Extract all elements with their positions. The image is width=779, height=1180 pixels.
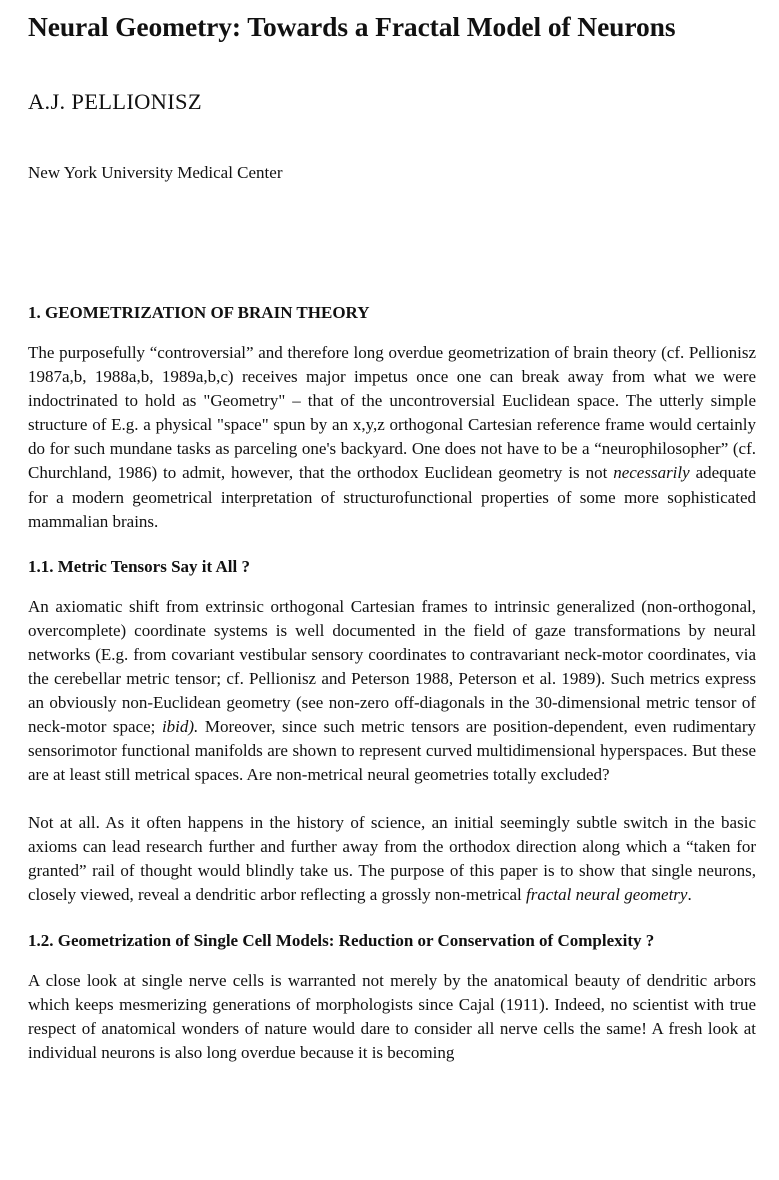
author-affiliation: New York University Medical Center: [28, 163, 283, 182]
emphasis-text: ibid).: [161, 717, 199, 737]
emphasis-text: necessarily: [613, 463, 690, 483]
paper-title: Neural Geometry: Towards a Fractal Model of Neurons: [28, 11, 676, 42]
section-heading-1-1: 1.1. Metric Tensors Say it All ?: [28, 556, 250, 576]
section-1-1-paragraph-1: [28, 595, 756, 788]
section-1-2-paragraph: A close look at single nerve cells is warranted not merely by the anatomical beauty of dendritic arbors which keeps mesmerizing generations of morphologists since Cajal (1911). Indeed, no scientist with true respect of anatomical wonders of nature would dare to consider all nerve cells the same! A fresh look at individual neurons is also long overdue because it is becoming: [28, 970, 756, 1063]
section-heading-1: 1. GEOMETRIZATION OF BRAIN THEORY: [28, 303, 370, 322]
emphasis-text: fractal neural geometry: [526, 884, 688, 904]
section-1-paragraph: [28, 341, 756, 534]
section-heading-1-2: 1.2. Geometrization of Single Cell Models: Reduction or Conservation of Complexity ?: [28, 930, 655, 950]
text-run: The purposefully “controversial” and therefore long overdue geometrization of brain theory (cf. Pellionisz 1987a,b, 1988a,b, 1989a,b,c) receives major impetus once one can break away from what we were indoctrinated to hold as "Geometry" – that of the uncontroversial Euclidean space. The utterly simple structure of E.g. a physical "space" spun by an x,y,z orthogonal Cartesian reference frame would certainly do for such mundane tasks as parceling one's backyard. One does not have to be a “neurophilosopher” (cf. Churchland, 1986) to admit, however, that the orthodox Euclidean geometry is not: [28, 343, 756, 483]
section-1-1-paragraph-2: [28, 811, 756, 907]
author-name: A.J. PELLIONISZ: [28, 89, 202, 114]
text-run: An axiomatic shift from extrinsic orthogonal Cartesian frames to intrinsic generalized (non-orthogonal, overcomplete) coordinate systems is well documented in the field of gaze transformations by neural networks (E.g. from covariant vestibular sensory coordinates to contravariant neck-motor coordinates, via the cerebellar metric tensor; cf. Pellionisz and Peterson 1988, Peterson et al. 1989). Such metrics express an obviously non-Euclidean geometry (see non-zero off-diagonals in the 30-dimensional metric tensor of neck-motor space;: [28, 596, 756, 737]
text-run: .: [687, 884, 692, 904]
text-run: Moreover, since such metric tensors are position-dependent, even rudimentary sensorimotor functional manifolds are shown to represent curved multidimensional hyperspaces. But these are at least still metrical spaces. Are non-metrical neural geometries totally excluded?: [28, 717, 756, 785]
text-run: adequate for a modern geometrical interpretation of structurofunctional properties of some more sophisticated mammalian brains.: [28, 463, 756, 531]
paper-page: [28, 10, 756, 1065]
text-run: Not at all. As it often happens in the history of science, an initial seemingly subtle switch in the basic axioms can lead research further and further away from the orthodox direction along which a “taken for granted” rail of thought would blindly take us. The purpose of this paper is to show that single neurons, closely viewed, reveal a dendritic arbor reflecting a grossly non-metrical: [28, 812, 756, 904]
